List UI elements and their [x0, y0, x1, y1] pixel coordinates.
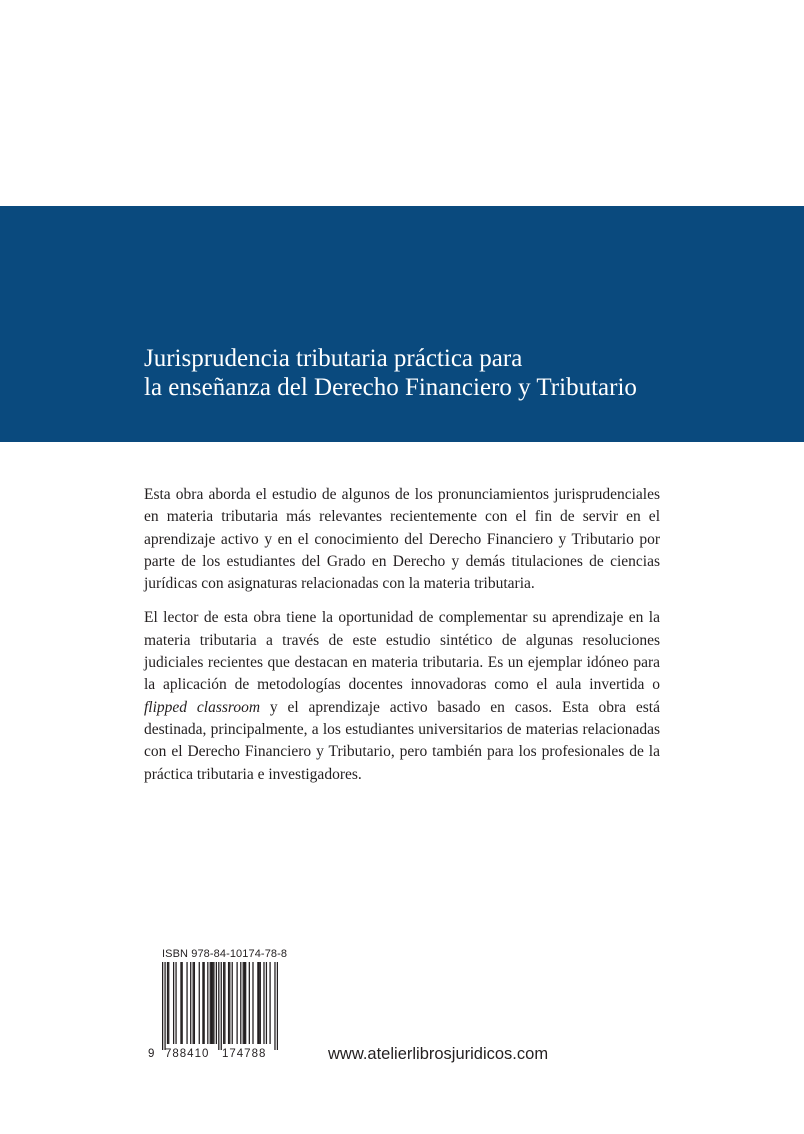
- barcode-bar: [186, 962, 187, 1044]
- title-band: [0, 206, 804, 442]
- barcode-bar: [210, 962, 211, 1044]
- publisher-website: www.atelierlibrosjuridicos.com: [328, 1045, 549, 1063]
- barcode-bar: [229, 962, 230, 1044]
- barcode-bar: [223, 962, 224, 1044]
- barcode-digits-right: 174788: [222, 1048, 267, 1060]
- barcode-bar: [257, 962, 258, 1044]
- barcode-bar: [236, 962, 237, 1044]
- synopsis-paragraph-2: [144, 607, 660, 785]
- synopsis-paragraph-2-start: El lector de esta obra tiene la oportunidad de complementar su aprendizaje en la materia tributaria a través de este estudio sintético de algunas resoluciones judiciales recientes que destacan en materia tributaria. Es un ejemplar idóneo para la aplicación de metodologías docentes innovadoras como el aula invertida o: [144, 609, 660, 694]
- book-title-line-1: Jurisprudencia tributaria práctica para: [144, 345, 523, 372]
- barcode-bar: [221, 962, 222, 1050]
- barcode-bar: [216, 962, 217, 1044]
- barcode-bar: [204, 962, 205, 1044]
- barcode-bar: [194, 962, 195, 1044]
- book-title-line-2: la enseñanza del Derecho Financiero y Tributario: [144, 374, 637, 401]
- isbn-barcode: [162, 962, 278, 1050]
- barcode-bar: [199, 962, 200, 1044]
- barcode-bar: [244, 962, 245, 1044]
- barcode-bar: [263, 962, 264, 1044]
- synopsis-italic-term: flipped classroom: [144, 698, 261, 716]
- synopsis: [144, 484, 660, 798]
- barcode-bar: [243, 962, 244, 1044]
- barcode-bar: [240, 962, 241, 1044]
- barcode-bar: [245, 962, 246, 1044]
- barcode-bar: [258, 962, 259, 1044]
- barcode-bar: [193, 962, 194, 1044]
- barcode-bar: [167, 962, 168, 1044]
- barcode-digit-first: 9: [148, 1048, 155, 1060]
- barcode-bar: [180, 962, 181, 1044]
- synopsis-paragraph-1: Esta obra aborda el estudio de algunos de los pronunciamientos jurisprudenciales en materia tributaria más relevantes recientemente con el fin de servir en el aprendizaje activo y en el conocimiento del Derecho Financiero y Tributario por parte de los estudiantes del Grado en Derecho y demás titulaciones de ciencias jurídicas con asignaturas relacionadas con la materia tributaria.: [144, 486, 660, 593]
- barcode-bar: [211, 962, 212, 1044]
- barcode-bar: [207, 962, 208, 1044]
- barcode-bar: [232, 962, 233, 1044]
- barcode-bar: [212, 962, 213, 1044]
- barcode-bar: [228, 962, 229, 1044]
- barcode-bar: [269, 962, 270, 1044]
- barcode-bar: [182, 962, 183, 1044]
- barcode-bar: [175, 962, 176, 1044]
- barcode-digits: [148, 1048, 288, 1064]
- barcode-bar: [202, 962, 203, 1044]
- barcode-bar: [218, 962, 219, 1050]
- barcode-bar: [260, 962, 261, 1044]
- barcode-bar: [266, 962, 267, 1044]
- barcode-bar: [162, 962, 163, 1050]
- barcode-bar: [164, 962, 165, 1050]
- barcode-bar: [274, 962, 275, 1050]
- synopsis-paragraph-2-end: y el aprendizaje activo basado en casos. Esta obra está destinada, principalmente, a los estudiantes universitarios de materias relacionadas con el Derecho Financiero y Tributario, pero también para los profesionales de la práctica tributaria e investigadores.: [144, 698, 660, 783]
- barcode-bar: [173, 962, 174, 1044]
- barcode-bar: [213, 962, 214, 1044]
- barcode-bar: [224, 962, 225, 1044]
- barcode-bar: [277, 962, 278, 1050]
- isbn-label: ISBN 978-84-10174-78-8: [162, 948, 288, 960]
- barcode-digits-left: 788410: [165, 1048, 210, 1060]
- barcode-bar: [249, 962, 250, 1044]
- barcode-bar: [168, 962, 169, 1044]
- barcode-bar: [252, 962, 253, 1044]
- book-title: [144, 344, 784, 402]
- barcode-bar: [190, 962, 191, 1044]
- barcode-bars: [162, 962, 278, 1050]
